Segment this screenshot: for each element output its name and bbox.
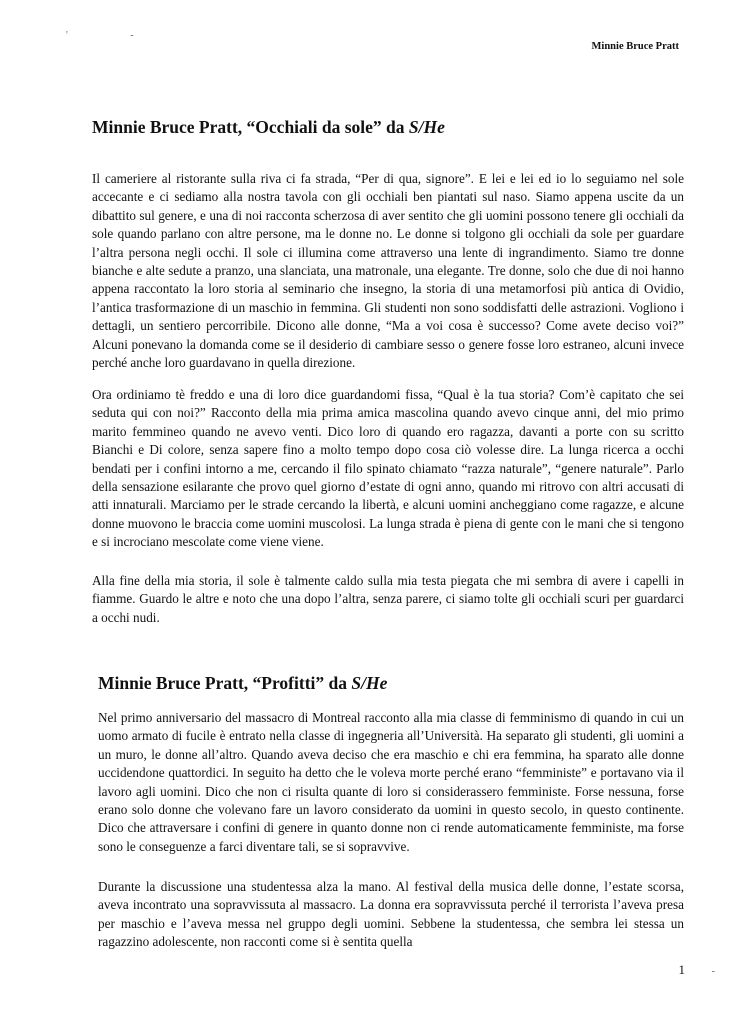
section-title-text: Minnie Bruce Pratt, “Profitti” da [98, 673, 352, 693]
scan-corner-mark: - [711, 966, 715, 977]
paragraph: Ora ordiniamo tè freddo e una di loro dice guardandomi fissa, “Qual è la tua storia? Com’è capitato che sei seduta qui con noi?” Racconto della mia prima amica mascolina quando avevo cinque anni, del mio primo marito femmineo quando ne avevo venti. Dico loro di quando ero ragazza, davanti a porte con su scritto Bianchi e Di colore, senza sapere fino a molto tempo dopo cosa ciò volesse dire. La lunga ricerca a occhi bendati per i confini intorno a me, cercando il filo spinato chiamato “razza naturale”, “genere naturale”. Parlo della sensazione esilarante che provo quel giorno d’estate di ogni anno, quando mi ritrovo con altri accusati di atti innaturali. Marciamo per le strade cercando la libertà, e alcuni uomini ancheggiano come ragazze, e alcune donne muovono le braccia come uomini muscolosi. La lunga strada è piena di gente con le mani che si tengono e si incrociano mescolate come viene viene. [92, 387, 684, 550]
paragraph: Nel primo anniversario del massacro di Montreal racconto alla mia classe di femminismo di quando in cui un uomo armato di fucile è entrato nella classe di ingegneria all’Università. Ha separato gli studenti, gli uomini a un muro, le donne all’altro. Quando aveva deciso che era maschio e chi era femmina, ha sparato alle donne uccidendone quattordici. In seguito ha detto che le voleva morte perché erano “femministe” e portavano via il lavoro agli uomini. Dico che non ci risulta quante di loro si considerassero femministe. Forse nessuna, forse erano solo donne che volevano fare un lavoro considerato da uomini in questo secolo, in questo continente. Dico che attraversare i confini di genere in quanto donne non ci rende automaticamente femministe, ma forse sono le conseguenze a farci diventare tali, se si sopravvive. [98, 710, 684, 854]
section-title-source: S/He [351, 673, 388, 693]
page-number: 1 [678, 962, 685, 977]
paragraph: Durante la discussione una studentessa alza la mano. Al festival della musica delle donne, l’estate scorsa, aveva incontrato una sopravvissuta al massacro. La donna era sopravvissuta perché il terrorista l’aveva presa per maschio e l’aveva messa nel gruppo degli uomini. Sebbene la studentessa, che sembra lei stessa un ragazzino adolescente, non racconti come si è sentita quella [98, 879, 684, 950]
section-title-text: Minnie Bruce Pratt, “Occhiali da sole” da [92, 117, 409, 137]
running-header-author: Minnie Bruce Pratt [591, 41, 679, 52]
scan-corner-marks: ' - [66, 30, 164, 41]
section-title-occhiali [92, 117, 445, 138]
section-title-source: S/He [408, 117, 445, 137]
paragraph: Il cameriere al ristorante sulla riva ci fa strada, “Per di qua, signore”. E lei e lei ed io lo seguiamo nel sole accecante e ci sediamo alla nostra tavola con gli occhiali ben piantati sul naso. Siamo appena uscite da un dibattito sul genere, e una di noi racconta scherzosa di aver sentito che gli uomini possono tenere gli occhiali da sole quando parlano con altre persone, ma le donne no. Le donne si tolgono gli occhiali da sole per guardare l’altra persona negli occhi. Il sole ci illumina come attraverso una lente di ingrandimento. Siamo tre donne bianche e alte sedute a pranzo, una slanciata, una matronale, una elegante. Tre donne, solo che due di noi hanno appena raccontato la loro storia al seminario che insegno, la storia di una metamorfosi più antica di Ovidio, l’antica trasformazione di un maschio in femmina. Gli studenti non sono soddisfatti delle astrazioni. Vogliono i dettagli, un sentiero percorribile. Dicono alle donne, “Ma a voi cosa è successo? Come avete deciso voi?” Alcuni ponevano la domanda come se il desiderio di cambiare sesso o genere fosse loro estraneo, alcuni invece perché anche loro guardavano in quella direzione. [92, 171, 684, 371]
paragraph: Alla fine della mia storia, il sole è talmente caldo sulla mia testa piegata che mi sembra di avere i capelli in fiamme. Guardo le altre e noto che una dopo l’altra, senza parere, ci siamo tolte gli occhiali scuri per guardarci a occhi nudi. [92, 573, 684, 625]
section-title-profitti [98, 673, 387, 694]
